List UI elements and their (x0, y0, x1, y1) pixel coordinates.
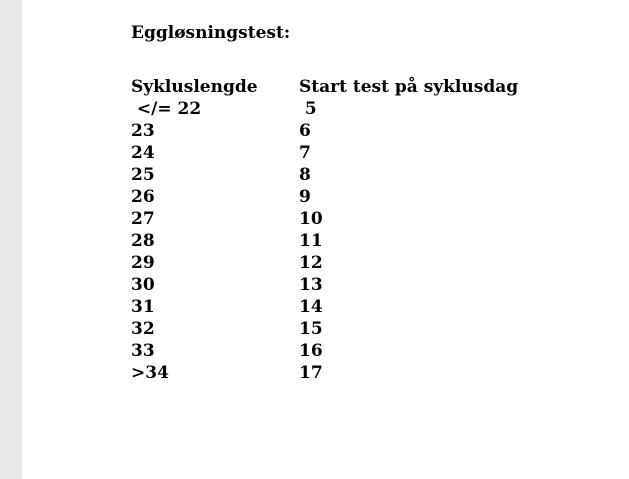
start-day-cell: 8 (299, 165, 311, 185)
column-header-start-test-day: Start test på syklusdag (299, 77, 519, 97)
table-row (131, 164, 611, 186)
start-day-cell: 17 (299, 363, 323, 383)
cycle-length-cell: >34 (131, 363, 169, 383)
start-day-cell: 5 (299, 99, 317, 119)
table-row (131, 340, 611, 362)
column-header-cycle-length: Sykluslengde (131, 77, 258, 97)
table-row (131, 230, 611, 252)
cycle-length-cell: 33 (131, 341, 155, 361)
table-row (131, 362, 611, 384)
document-content (131, 22, 611, 384)
cycle-length-cell: 24 (131, 143, 155, 163)
table-row (131, 98, 611, 120)
window-left-gutter (0, 0, 22, 479)
start-day-cell: 14 (299, 297, 323, 317)
start-day-cell: 9 (299, 187, 311, 207)
cycle-length-cell: 32 (131, 319, 155, 339)
cycle-length-cell: 29 (131, 253, 155, 273)
cycle-length-cell: 26 (131, 187, 155, 207)
table-row (131, 208, 611, 230)
cycle-length-cell: </= 22 (131, 99, 202, 119)
table-row (131, 120, 611, 142)
table-row (131, 318, 611, 340)
cycle-length-cell: 23 (131, 121, 155, 141)
cycle-length-cell: 25 (131, 165, 155, 185)
start-day-cell: 10 (299, 209, 323, 229)
document-page (22, 0, 629, 479)
start-day-cell: 11 (299, 231, 323, 251)
table-row (131, 274, 611, 296)
table-row (131, 296, 611, 318)
cycle-length-cell: 28 (131, 231, 155, 251)
start-day-cell: 16 (299, 341, 323, 361)
start-day-cell: 12 (299, 253, 323, 273)
start-day-cell: 13 (299, 275, 323, 295)
cycle-length-cell: 31 (131, 297, 155, 317)
table-row (131, 186, 611, 208)
table-row (131, 142, 611, 164)
table-header-row (131, 76, 611, 98)
document-heading: Eggløsningstest: (131, 23, 291, 43)
start-day-cell: 15 (299, 319, 323, 339)
cycle-length-cell: 30 (131, 275, 155, 295)
start-day-cell: 6 (299, 121, 311, 141)
cycle-length-cell: 27 (131, 209, 155, 229)
start-day-cell: 7 (299, 143, 311, 163)
table-row (131, 252, 611, 274)
